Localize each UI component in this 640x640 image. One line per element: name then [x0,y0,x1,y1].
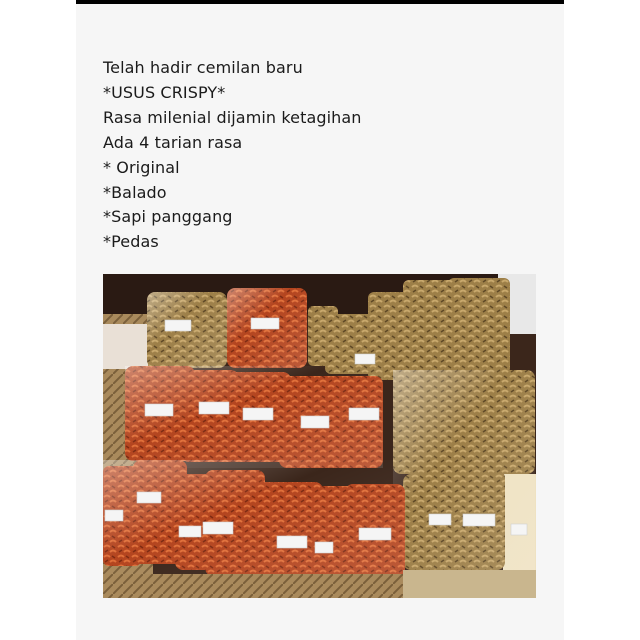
bags-right-side [393,370,535,570]
product-photo [103,274,536,598]
caption-line-product-name: *USUS CRISPY* [103,82,226,102]
caption-line-intro: Telah hadir cemilan baru [103,58,303,77]
caption-line-flavor-count: Ada 4 tarian rasa [103,132,243,152]
top-edge-bar [76,0,564,4]
caption-line-tagline: Rasa milenial dijamin ketagihan [103,107,362,127]
bags-bottom-row [103,460,405,588]
post-caption [103,56,533,255]
caption-line-flavor-pedas: *Pedas [103,232,159,252]
caption-line-flavor-original: * Original [103,157,180,177]
caption-line-flavor-sapi-panggang: *Sapi panggang [103,207,233,227]
caption-line-flavor-balado: *Balado [103,182,167,202]
product-photo-illustration [103,274,536,598]
